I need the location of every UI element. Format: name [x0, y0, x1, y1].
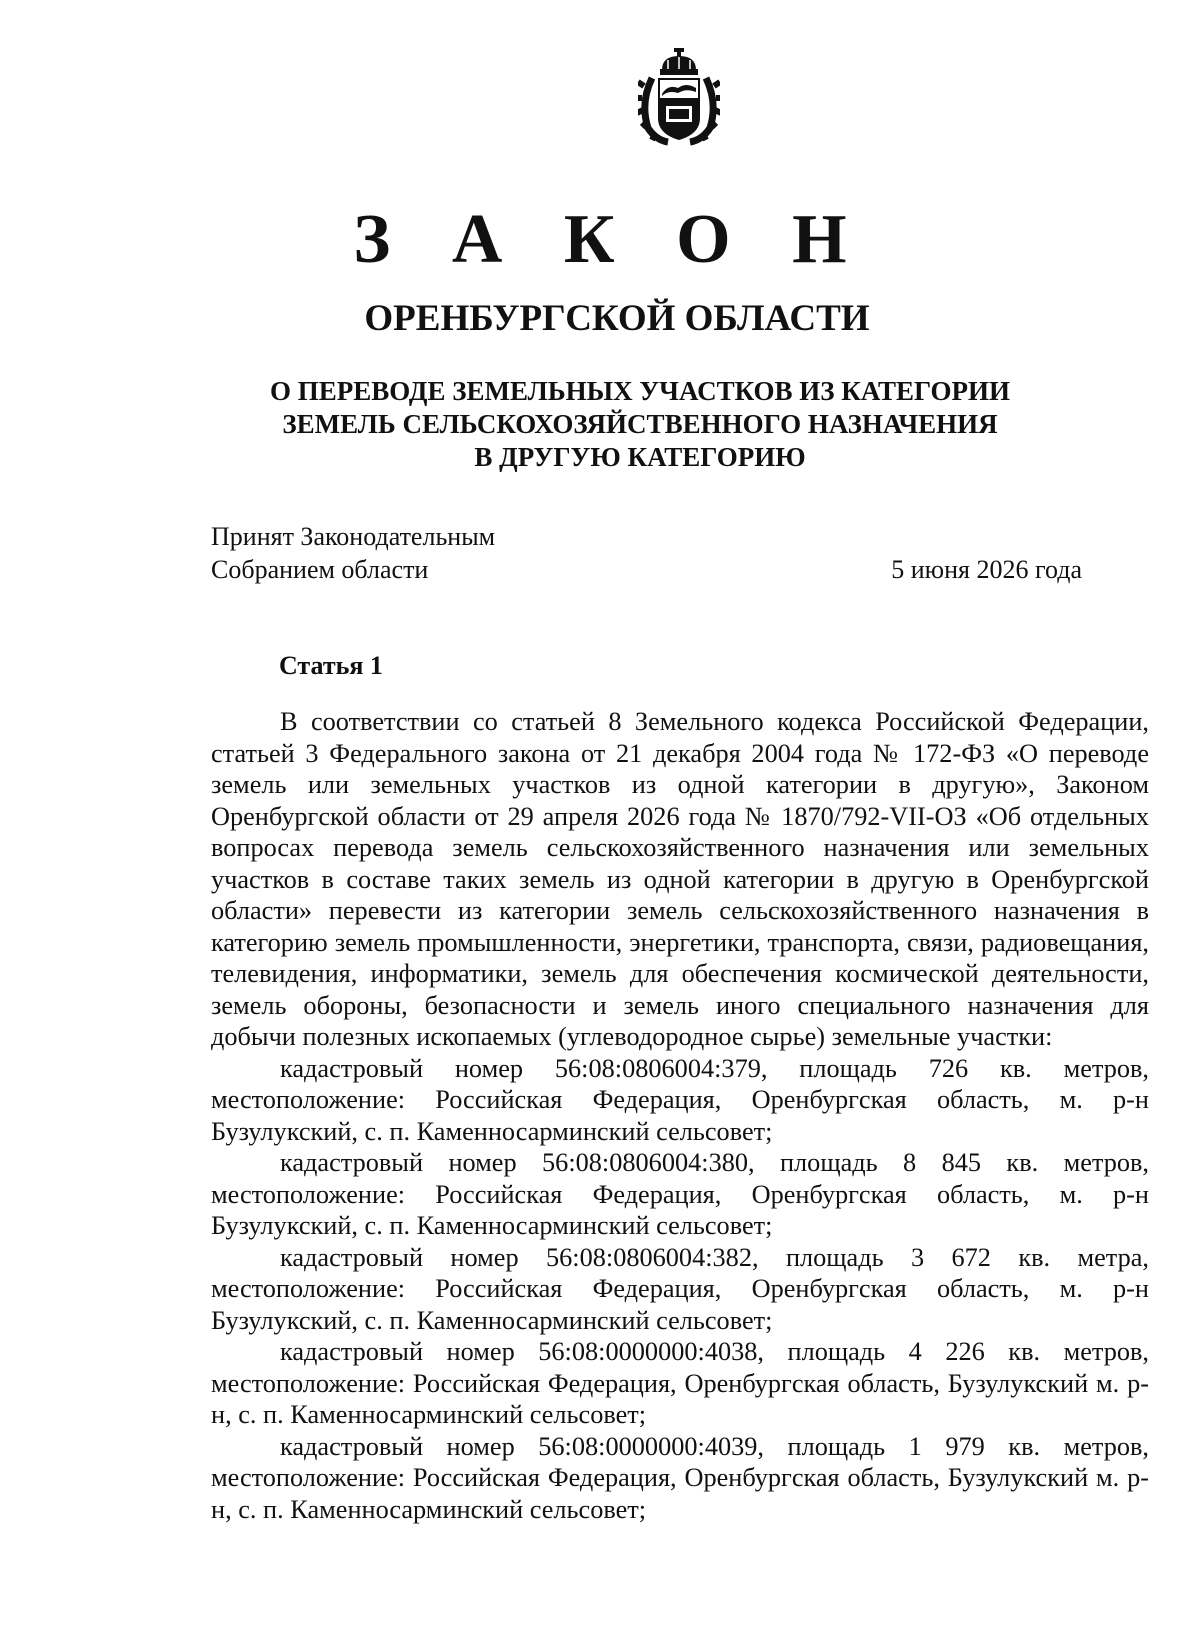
subject-line: ЗЕМЕЛЬ СЕЛЬСКОХОЗЯЙСТВЕННОГО НАЗНАЧЕНИЯ	[282, 409, 998, 439]
article-title: Статья 1	[279, 651, 383, 680]
article-paragraph: В соответствии со статьей 8 Земельного кодекса Российской Федерации, статьей 3 Федерального закона от 21 декабря 2004 года № 172-ФЗ «О переводе земель или земельных участков из одной категории в другую», Законом Оренбургской области от 29 апреля 2026 года № 1870/792-VII-ОЗ «Об отдельных вопросах перевода земель сельскохозяйственного назначения или земельных участков в составе таких земель из одной категории в другую в Оренбургской области» перевести из категории земель сельскохозяйственного назначения в категорию земель промышленности, энергетики, транспорта, связи, радиовещания, телевидения, информатики, земель для обеспечения космической деятельности, земель обороны, безопасности и земель иного специального назначения для добычи полезных ископаемых (углеводородное сырье) земельные участки:	[211, 707, 1149, 1051]
law-subject	[240, 375, 1040, 474]
subject-line: О ПЕРЕВОДЕ ЗЕМЕЛЬНЫХ УЧАСТКОВ ИЗ КАТЕГОРИИ	[269, 376, 1011, 406]
land-plot-item: кадастровый номер 56:08:0806004:380, площадь 8 845 кв. метров, местоположение: Российская Федерация, Оренбургская область, м. р-н Бузулукский, с. п. Каменносарминский сельсовет;	[211, 1148, 1149, 1240]
subject-line: В ДРУГУЮ КАТЕГОРИЮ	[474, 442, 806, 472]
coat-of-arms-emblem	[638, 48, 720, 146]
adoption-line: Принят Законодательным	[211, 522, 496, 551]
land-plot-item: кадастровый номер 56:08:0000000:4039, площадь 1 979 кв. метров, местоположение: Российская Федерация, Оренбургская область, Бузулукский м. р-н, с. п. Каменносарминский сельсовет;	[211, 1431, 1149, 1524]
adoption-date: 5 июня 2026 года	[891, 555, 1082, 584]
article-body	[211, 706, 1149, 1525]
document-title: З А К О Н	[353, 201, 869, 278]
region-name: ОРЕНБУРГСКОЙ ОБЛАСТИ	[364, 298, 870, 339]
land-plot-item: кадастровый номер 56:08:0000000:4038, площадь 4 226 кв. метров, местоположение: Российская Федерация, Оренбургская область, Бузулукский м. р-н, с. п. Каменносарминский сельсовет;	[211, 1337, 1149, 1429]
adoption-info	[211, 520, 495, 586]
land-plot-item: кадастровый номер 56:08:0806004:379, площадь 726 кв. метров, местоположение: Российская Федерация, Оренбургская область, м. р-н Бузулукский, с. п. Каменносарминский сельсовет;	[211, 1053, 1149, 1146]
adoption-line: Собранием области	[211, 555, 429, 584]
land-plot-item: кадастровый номер 56:08:0806004:382, площадь 3 672 кв. метра, местоположение: Российская Федерация, Оренбургская область, м. р-н Бузулукский, с. п. Каменносарминский сельсовет;	[211, 1242, 1149, 1335]
